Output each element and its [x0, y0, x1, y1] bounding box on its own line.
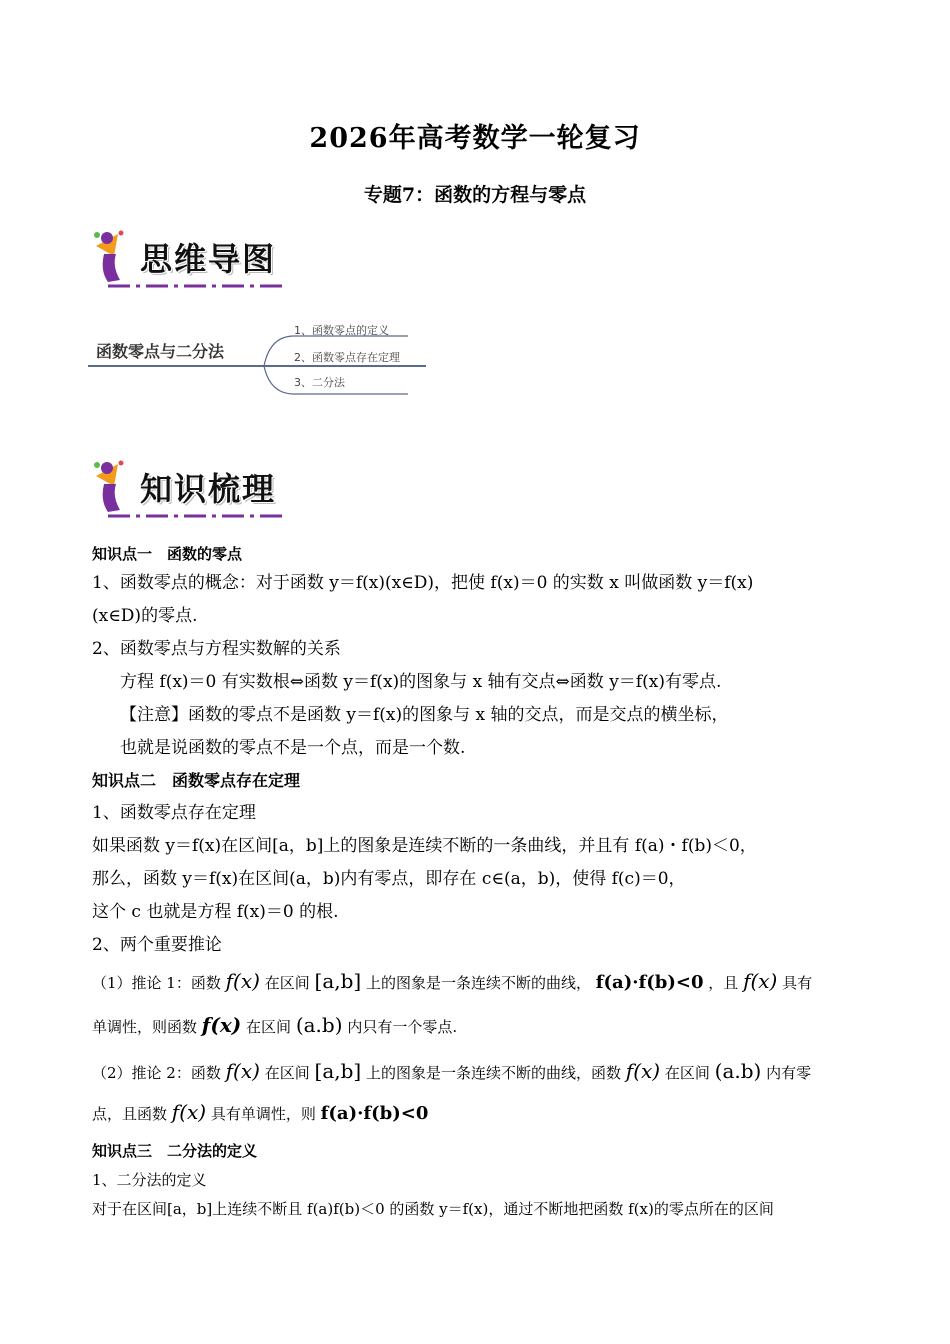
math-interval-closed: [a,b]	[314, 969, 362, 993]
text-segment: ，且	[708, 974, 739, 992]
mindmap-banner	[88, 226, 293, 296]
document-subtitle: 专题7：函数的方程与零点	[363, 184, 587, 206]
paragraph-line: 也就是说函数的零点不是一个点，而是一个数.	[120, 738, 466, 758]
math-fx: f(x)	[171, 1100, 207, 1124]
corollary-line	[92, 1060, 811, 1084]
paragraph-line: 如果函数 y＝f(x)在区间[a，b]上的图象是连续不断的一条曲线，并且有 f(a)・f(b)＜0，	[92, 836, 757, 856]
text-segment: （1）推论 1：函数	[92, 974, 221, 992]
mindmap-item: 1、函数零点的定义	[294, 324, 389, 337]
paragraph-line: 这个 c 也就是方程 f(x)＝0 的根.	[92, 902, 339, 922]
mindmap	[88, 318, 438, 398]
document-title: 2026年高考数学一轮复习	[309, 123, 641, 154]
math-interval-open: (a.b)	[295, 1013, 343, 1037]
math-fx: f(x)	[201, 1013, 242, 1037]
corollary-line	[92, 1014, 457, 1038]
knowledge-banner	[88, 456, 293, 526]
math-fx: f(x)	[743, 969, 778, 993]
paragraph-line: 方程 f(x)＝0 有实数根⇔函数 y＝f(x)的图象与 x 轴有交点⇔函数 y＝f(x)有零点.	[120, 672, 722, 692]
paragraph-line: 2、函数零点与方程实数解的关系	[92, 639, 341, 659]
math-fx: f(x)	[225, 969, 260, 993]
text-segment: 在区间	[664, 1064, 710, 1082]
text-segment: 在区间	[246, 1018, 292, 1036]
text-segment: 内只有一个零点.	[347, 1018, 458, 1036]
paragraph-line: 2、两个重要推论	[92, 935, 222, 955]
text-segment: 内有零	[766, 1064, 812, 1082]
paragraph-line: 1、函数零点存在定理	[92, 803, 256, 823]
text-segment: 上的图象是一条连续不断的曲线，函数	[366, 1064, 622, 1082]
text-segment: 上的图象是一条连续不断的曲线，	[366, 974, 592, 992]
paragraph-line: 对于在区间[a，b]上连续不断且 f(a)f(b)＜0 的函数 y＝f(x)，通过不断地把函数 f(x)的零点所在的区间	[92, 1200, 774, 1218]
mindmap-banner-label: 思维导图	[140, 240, 277, 278]
note-line: 【注意】函数的零点不是函数 y＝f(x)的图象与 x 轴的交点，而是交点的横坐标，	[120, 705, 729, 725]
mindmap-item: 3、二分法	[294, 376, 345, 389]
mindmap-root: 函数零点与二分法	[96, 342, 225, 361]
text-segment: 点，且函数	[92, 1105, 168, 1123]
text-segment: 在区间	[264, 974, 310, 992]
section-heading: 知识点二 函数零点存在定理	[92, 771, 301, 790]
math-fx: f(x)	[625, 1059, 661, 1083]
math-product: f(a)·f(b)<0	[595, 972, 704, 993]
math-interval-closed: [a,b]	[314, 1059, 362, 1083]
paragraph-line: 1、函数零点的概念：对于函数 y＝f(x)(x∈D)，把使 f(x)＝0 的实数 x 叫做函数 y＝f(x)	[92, 573, 754, 593]
math-fx: f(x)	[225, 1059, 260, 1083]
text-segment: 在区间	[264, 1064, 310, 1082]
text-segment: 单调性，则函数	[92, 1018, 198, 1036]
paragraph-line: 那么，函数 y＝f(x)在区间(a，b)内有零点，即存在 c∈(a，b)，使得 f(c)＝0，	[92, 869, 686, 889]
knowledge-banner-label: 知识梳理	[140, 470, 277, 508]
section-heading: 知识点三 二分法的定义	[92, 1142, 258, 1160]
math-interval-open: (a.b)	[714, 1059, 762, 1083]
text-segment: 具有	[782, 974, 813, 992]
text-segment: 具有单调性，则	[210, 1105, 316, 1123]
paragraph-line: (x∈D)的零点.	[92, 606, 198, 626]
text-segment: （2）推论 2：函数	[92, 1064, 221, 1082]
corollary-line	[92, 970, 812, 994]
mindmap-item: 2、函数零点存在定理	[294, 351, 400, 364]
corollary-line	[92, 1101, 428, 1125]
paragraph-line: 1、二分法的定义	[92, 1171, 207, 1189]
section-heading: 知识点一 函数的零点	[92, 545, 243, 563]
math-product: f(a)·f(b)<0	[320, 1103, 429, 1124]
